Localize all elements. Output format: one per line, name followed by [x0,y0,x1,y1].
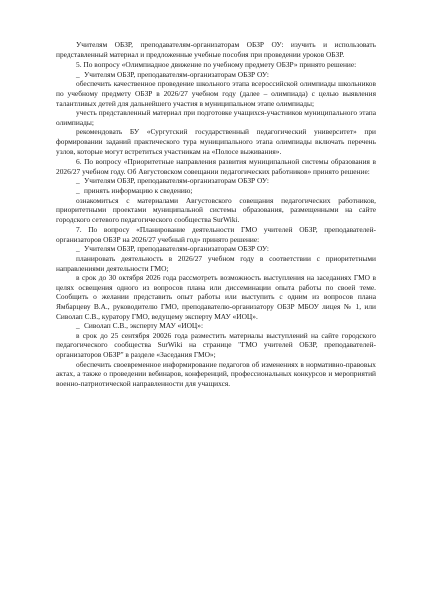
paragraph-plan-activity: планировать деятельность в 2026/27 учебном году в соответствии с приоритетными направлениями деятельности ГМО; [56,254,376,273]
paragraph-inform-teachers: обеспечить своевременное информирование педагогов об изменениях в нормативно-правовых актах, а также о проведении вебинаров, конференций, профессиональных конкурсов и мероприятий военно-патриотической направленности для учащихся. [56,359,376,388]
dash-marker: _ [76,321,80,331]
paragraph-consider-speaking: в срок до 30 октября 2026 года рассмотреть возможность выступления на заседаниях ГМО в целях освещения одного из вопросов плана или диссеминации опыта работы по своей теме. Сообщить о желании представить опыт работы или выступить с одним из вопросов плана Ямбарцеву В.А., руководителю ГМО, преподавателю-организатору ОБЗР МБОУ лицея № 1, или Сиволап С.В., куратору ГМО, ведущему эксперту МАУ «ИОЦ». [56,273,376,321]
addressees-text: Учителям ОБЗР, преподавателям-организаторам ОБЗР ОУ: [84,244,269,254]
paragraph-prepare-participants: учесть представленный материал при подготовке учащихся-участников муниципального этапа олимпиады; [56,108,376,127]
paragraph-review-materials: ознакомиться с материалами Августовского совещания педагогических работников, приоритетными проектами муниципальной системы образования, размещенными на сайте городского сетевого педагогического сообщества SurWiki. [56,195,376,224]
paragraph-expert-addressee [56,321,376,331]
accept-info-text: принять информацию к сведению; [84,185,193,195]
paragraph-accept-info [56,186,376,196]
paragraph-recommend-university: рекомендовать БУ «Сургутский государственный педагогический университет» при формировании заданий практического тура муниципального этапа олимпиады включать перечень узлов, которые могут встретиться участникам на «Полосе выживания». [56,127,376,156]
paragraph-publish-materials: в срок до 25 сентября 20026 года разместить материалы выступлений на сайте городского педагогического сообщества SurWiki на странице "ГМО учителей ОБЗР, преподавателей-организаторов ОБЗР" в разделе «Заседания ГМО»; [56,330,376,359]
paragraph-addressees-3 [56,244,376,254]
paragraph-olympiad-school-stage: обеспечить качественное проведение школьного этапа всероссийской олимпиады школьников по учебному предмету ОБЗР в 2026/27 учебном году (далее – олимпиада) с целью выявления талантливых детей для дальнейшего участия в муниципальном этапе олимпиады; [56,79,376,108]
dash-marker: _ [76,244,80,254]
paragraph-item-5: 5. По вопросу «Олимпиадное движение по учебному предмету ОБЗР» принято решение: [76,60,357,70]
paragraph-addressees-1 [56,70,376,80]
paragraph-addressees-2 [56,176,376,186]
paragraph-item-6: 6. По вопросу «Приоритетные направления развития муниципальной системы образования в 2026/27 учебном году. Об Августовском совещании педагогических работников» принято решение: [56,157,376,176]
addressees-text: Учителям ОБЗР, преподавателям-организаторам ОБЗР ОУ: [84,176,269,186]
dash-marker: _ [76,185,80,195]
paragraph-study-materials: Учителям ОБЗР, преподавателям-организаторам ОБЗР ОУ: изучить и использовать представленный материал и предложенные учебные пособия при проведении уроков ОБЗР. [56,40,376,59]
dash-marker: _ [76,69,80,79]
paragraph-item-7: 7. По вопросу «Планирование деятельности ГМО учителей ОБЗР, преподавателей-организаторов ОБЗР на 2026/27 учебный год» принято решение: [56,225,376,244]
dash-marker: _ [76,176,80,186]
expert-addressee-text: Сиволап С.В., эксперту МАУ «ИОЦ»: [84,321,204,331]
addressees-text: Учителям ОБЗР, преподавателям-организаторам ОБЗР ОУ: [84,69,269,79]
